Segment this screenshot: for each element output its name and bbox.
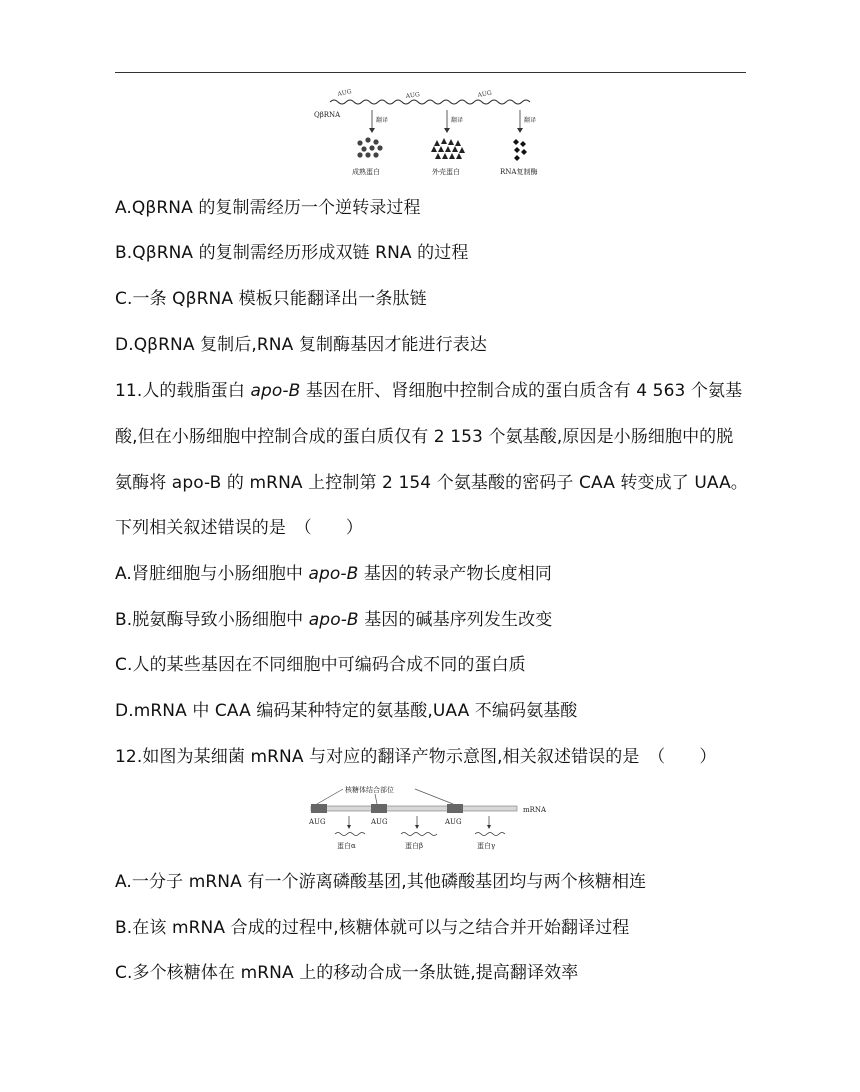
option-text: A.肾脏细胞与小肠细胞中 <box>115 564 309 584</box>
q10-option-b: B.QβRNA 的复制需经历形成双链 RNA 的过程 <box>115 243 469 263</box>
arrow-label-3: 翻译 <box>524 117 537 124</box>
gene-name: apo-B <box>250 381 301 401</box>
peptide-beta <box>401 833 437 836</box>
gene-name: apo-B <box>308 610 359 630</box>
ribosome-binding-label: 核糖体结合部位 <box>345 786 394 794</box>
codon-aug-1: AUG <box>309 818 326 826</box>
option-text: B.脱氨酶导致小肠细胞中 <box>115 610 309 630</box>
q11-stem-line-3: 氨酶将 apo-B 的 mRNA 上控制第 2 154 个氨基酸的密码子 CAA 转变成了 UAA。 <box>115 473 748 493</box>
pointer-line-1 <box>317 789 343 804</box>
protein-alpha-label: 蛋白α <box>337 842 356 850</box>
product-label-2: 外壳蛋白 <box>432 168 460 176</box>
q12-option-a: A.一分子 mRNA 有一个游离磷酸基团,其他磷酸基团均与两个核糖相连 <box>115 872 647 892</box>
replicase-icon <box>513 139 527 161</box>
q11-text: 基因在肝、肾细胞中控制合成的蛋白质含有 4 563 个氨基 <box>300 381 743 401</box>
codon-2: AUG <box>405 91 421 100</box>
codon-aug-3: AUG <box>445 818 462 826</box>
q11-stem-line-1 <box>115 379 742 403</box>
q12-option-b: B.在该 mRNA 合成的过程中,核糖体就可以与之结合并开始翻译过程 <box>115 918 630 938</box>
arrow-3-head <box>517 128 523 133</box>
pointer-line-2 <box>375 794 377 804</box>
q11-option-d: D.mRNA 中 CAA 编码某种特定的氨基酸,UAA 不编码氨基酸 <box>115 701 578 721</box>
codon-3: AUG <box>477 89 493 99</box>
pointer-line-3 <box>415 789 453 804</box>
product-label-1: 成熟蛋白 <box>352 168 380 176</box>
arrow-label-1: 翻译 <box>376 117 389 124</box>
protein-gamma-label: 蛋白γ <box>477 842 496 850</box>
arrow-2-head <box>444 128 450 133</box>
binding-site-2 <box>371 804 387 813</box>
q11-option-a <box>115 562 552 586</box>
q10-option-d: D.QβRNA 复制后,RNA 复制酶基因才能进行表达 <box>115 335 487 355</box>
mature-protein-icon <box>357 137 382 157</box>
q10-option-a: A.QβRNA 的复制需经历一个逆转录过程 <box>115 198 421 218</box>
q11-stem-line-4: 下列相关叙述错误的是 （ ） <box>115 518 363 538</box>
protein-beta-label: 蛋白β <box>405 842 424 850</box>
binding-site-3 <box>447 804 463 813</box>
option-text: 基因的转录产物长度相同 <box>358 564 552 584</box>
q12-option-c: C.多个核糖体在 mRNA 上的移动合成一条肽链,提高翻译效率 <box>115 963 579 983</box>
mrna-label: mRNA <box>523 806 547 814</box>
codon-1: AUG <box>336 88 353 98</box>
rna-strand <box>330 100 530 104</box>
peptide-gamma <box>475 833 505 836</box>
header-rule <box>115 72 746 73</box>
option-text: 基因的碱基序列发生改变 <box>358 610 553 630</box>
mrna-figure <box>305 782 555 854</box>
product-label-3: RNA复制酶 <box>500 168 538 176</box>
arrow-label-2: 翻译 <box>451 117 464 124</box>
q11-text: 11.人的载脂蛋白 <box>115 381 251 401</box>
arrow-gamma-head <box>487 825 491 829</box>
q12-stem: 12.如图为某细菌 mRNA 与对应的翻译产物示意图,相关叙述错误的是 （ ） <box>115 747 717 767</box>
q10-option-c: C.一条 QβRNA 模板只能翻译出一条肽链 <box>115 289 427 309</box>
q11-stem-line-2: 酸,但在小肠细胞中控制合成的蛋白质仅有 2 153 个氨基酸,原因是小肠细胞中的脱 <box>115 427 734 447</box>
q11-option-c: C.人的某些基因在不同细胞中可编码合成不同的蛋白质 <box>115 655 526 675</box>
arrow-alpha-head <box>347 825 351 829</box>
gene-name: apo-B <box>308 564 359 584</box>
binding-site-1 <box>311 804 327 813</box>
arrow-beta-head <box>415 825 419 829</box>
qbeta-rna-figure <box>310 86 550 178</box>
coat-protein-icon <box>431 138 465 159</box>
arrow-1-head <box>369 128 375 133</box>
peptide-alpha <box>335 833 365 836</box>
codon-aug-2: AUG <box>371 818 388 826</box>
mrna-strand <box>311 806 517 811</box>
q11-option-b <box>115 608 552 632</box>
qbeta-rna-label: QβRNA <box>314 111 341 119</box>
